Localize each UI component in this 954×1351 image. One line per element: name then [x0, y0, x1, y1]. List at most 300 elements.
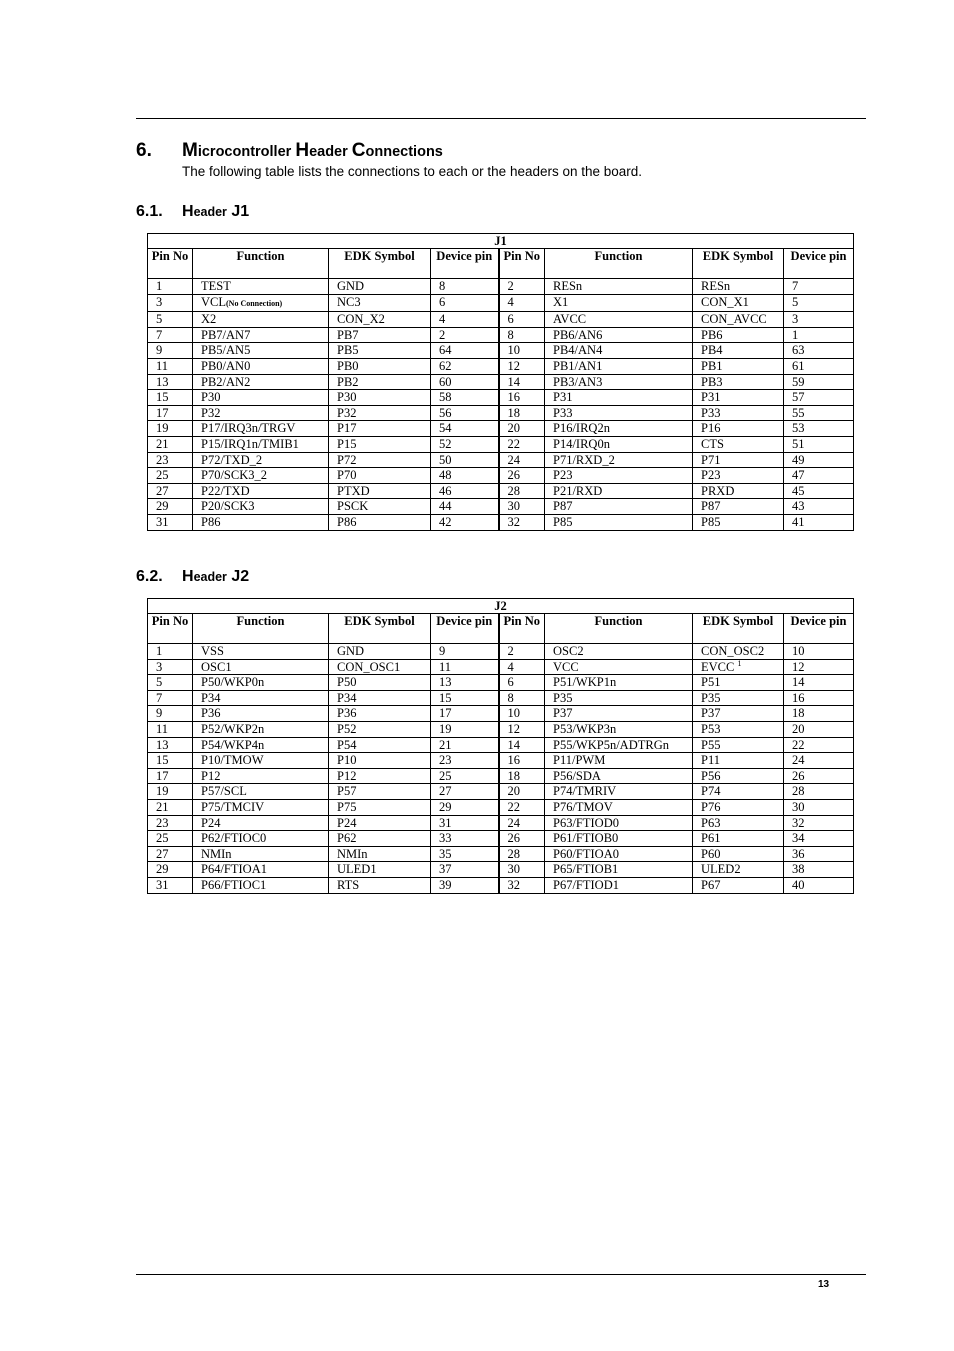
column-header: EDK Symbol [329, 614, 431, 644]
table-cell: 27 [148, 483, 193, 499]
table-row [148, 690, 854, 706]
table-cell: 26 [499, 468, 545, 484]
table-row [148, 358, 854, 374]
table-cell: 28 [784, 784, 854, 800]
table-cell: P67/FTIOD1 [545, 877, 693, 893]
table-cell: P62 [329, 831, 431, 847]
table-cell: P64/FTIOA1 [193, 862, 329, 878]
table-cell: 17 [148, 405, 193, 421]
table-cell: NMIn [329, 846, 431, 862]
table-cell: 51 [784, 436, 854, 452]
table-cell: P76/TMOV [545, 799, 693, 815]
table-cell: P75/TMCIV [193, 799, 329, 815]
table-cell: 10 [499, 343, 545, 359]
table-cell: 47 [784, 468, 854, 484]
table-cell: P10/TMOW [193, 753, 329, 769]
table-cell: 30 [784, 799, 854, 815]
table-cell: P85 [545, 514, 693, 530]
table-cell: P17/IRQ3n/TRGV [193, 421, 329, 437]
table-cell: 42 [431, 514, 499, 530]
table-cell: PB0 [329, 358, 431, 374]
table-cell: P52/WKP2n [193, 721, 329, 737]
table-cell: 6 [499, 312, 545, 328]
table-cell: 45 [784, 483, 854, 499]
table-cell: PB1/AN1 [545, 358, 693, 374]
table-cell: 9 [148, 343, 193, 359]
column-header: Device pin [431, 249, 499, 279]
table-cell: 15 [148, 753, 193, 769]
page-number: 13 [818, 1279, 830, 1290]
table-cell: 27 [148, 846, 193, 862]
table-cell: 32 [499, 514, 545, 530]
table-cell: 23 [148, 452, 193, 468]
table-cell: 21 [148, 799, 193, 815]
table-cell: 8 [431, 279, 499, 295]
table-cell: PSCK [329, 499, 431, 515]
table-cell: VCC [545, 659, 693, 675]
table-cell: P31 [545, 390, 693, 406]
table-cell: 7 [784, 279, 854, 295]
table-row [148, 327, 854, 343]
table-cell: P70/SCK3_2 [193, 468, 329, 484]
column-header: EDK Symbol [693, 249, 784, 279]
column-header: Function [193, 249, 329, 279]
table-cell: P21/RXD [545, 483, 693, 499]
table-cell: 1 [148, 279, 193, 295]
table-cell: 64 [431, 343, 499, 359]
table-cell: P50 [329, 675, 431, 691]
table-cell: 11 [148, 721, 193, 737]
table-cell: 12 [499, 721, 545, 737]
table-cell: P16 [693, 421, 784, 437]
table-cell: P54/WKP4n [193, 737, 329, 753]
table-row [148, 768, 854, 784]
table-cell: P63/FTIOD0 [545, 815, 693, 831]
table-cell: RESn [693, 279, 784, 295]
table-cell: CON_X2 [329, 312, 431, 328]
table-cell: P35 [545, 690, 693, 706]
table-cell: P56 [693, 768, 784, 784]
table-cell: P51/WKP1n [545, 675, 693, 691]
table-cell: 22 [499, 799, 545, 815]
table-cell: 24 [499, 815, 545, 831]
table-cell: 18 [784, 706, 854, 722]
section-number: 6. [136, 140, 152, 161]
table-cell: 62 [431, 358, 499, 374]
table-cell: 31 [148, 514, 193, 530]
table-cell: P36 [329, 706, 431, 722]
table-cell: 10 [784, 644, 854, 660]
table-cell: 14 [499, 374, 545, 390]
table-cell: P51 [693, 675, 784, 691]
table-cell: 40 [784, 877, 854, 893]
table-cell: P65/FTIOB1 [545, 862, 693, 878]
table-cell: P50/WKP0n [193, 675, 329, 691]
table-cell: P30 [329, 390, 431, 406]
table-cell: 54 [431, 421, 499, 437]
table-cell: 14 [499, 737, 545, 753]
table-cell: 6 [431, 294, 499, 312]
table-cell: CON_OSC1 [329, 659, 431, 675]
table-cell: PTXD [329, 483, 431, 499]
table-cell: 44 [431, 499, 499, 515]
table-row [148, 862, 854, 878]
table-cell: 16 [499, 753, 545, 769]
table-cell: 7 [148, 690, 193, 706]
table-cell: 4 [499, 294, 545, 312]
table-cell: 3 [148, 294, 193, 312]
table-cell: P54 [329, 737, 431, 753]
table-cell: P55 [693, 737, 784, 753]
table-cell: 34 [784, 831, 854, 847]
table-row [148, 737, 854, 753]
table-cell: 9 [148, 706, 193, 722]
table-row [148, 499, 854, 515]
table-cell: 28 [499, 483, 545, 499]
table-cell: 49 [784, 452, 854, 468]
table-cell: RESn [545, 279, 693, 295]
column-header: Device pin [431, 614, 499, 644]
column-header: Function [193, 614, 329, 644]
table-row [148, 343, 854, 359]
table-cell: 27 [431, 784, 499, 800]
table-cell: P74 [693, 784, 784, 800]
table-cell: P70 [329, 468, 431, 484]
table-cell: P86 [329, 514, 431, 530]
table-cell: NMIn [193, 846, 329, 862]
table-title: J1 [148, 234, 854, 249]
header-j1-table [147, 233, 854, 531]
column-header: EDK Symbol [693, 614, 784, 644]
footnote-marker: 1 [737, 659, 742, 668]
table-cell: 20 [784, 721, 854, 737]
table-cell: 37 [431, 862, 499, 878]
column-header: Function [545, 614, 693, 644]
table-cell: 18 [499, 405, 545, 421]
table-cell: P61/FTIOB0 [545, 831, 693, 847]
table-row [148, 294, 854, 312]
column-header: Pin No [499, 249, 545, 279]
table-row [148, 468, 854, 484]
table-cell: P16/IRQ2n [545, 421, 693, 437]
table-cell: 26 [784, 768, 854, 784]
table-cell: P74/TMRIV [545, 784, 693, 800]
table-cell: P32 [193, 405, 329, 421]
table-cell: P52 [329, 721, 431, 737]
table-cell: P72 [329, 452, 431, 468]
table-cell: 33 [431, 831, 499, 847]
table-cell: PB4 [693, 343, 784, 359]
table-cell: P37 [545, 706, 693, 722]
table-cell: P63 [693, 815, 784, 831]
table-cell: 4 [431, 312, 499, 328]
table-cell: 25 [148, 831, 193, 847]
table-cell: P12 [329, 768, 431, 784]
table-cell: P24 [193, 815, 329, 831]
table-cell: P31 [693, 390, 784, 406]
table-cell: 28 [499, 846, 545, 862]
table-cell: 13 [148, 374, 193, 390]
table-cell: 31 [431, 815, 499, 831]
table-cell: 21 [431, 737, 499, 753]
table-cell: 59 [784, 374, 854, 390]
table-cell: 38 [784, 862, 854, 878]
subsection-heading-j2: 6.2. Header J2 [136, 568, 250, 585]
table-cell: NC3 [329, 294, 431, 312]
table-row [148, 514, 854, 530]
table-cell: P87 [693, 499, 784, 515]
table-cell: OSC2 [545, 644, 693, 660]
table-cell: 24 [784, 753, 854, 769]
table-cell: P30 [193, 390, 329, 406]
table-cell: 11 [148, 358, 193, 374]
table-row [148, 753, 854, 769]
table-cell: CTS [693, 436, 784, 452]
table-cell: P14/IRQ0n [545, 436, 693, 452]
table-cell: GND [329, 279, 431, 295]
table-cell: PB2/AN2 [193, 374, 329, 390]
table-cell: VCL(No Connection) [193, 294, 329, 312]
table-row [148, 846, 854, 862]
table-cell: 57 [784, 390, 854, 406]
table-cell: 25 [431, 768, 499, 784]
table-cell: 12 [784, 659, 854, 675]
table-cell: 50 [431, 452, 499, 468]
table-cell: GND [329, 644, 431, 660]
table-cell: CON_OSC2 [693, 644, 784, 660]
table-cell: 22 [499, 436, 545, 452]
table-cell: 14 [784, 675, 854, 691]
table-row [148, 799, 854, 815]
table-row [148, 659, 854, 675]
table-cell: 29 [148, 862, 193, 878]
table-row [148, 877, 854, 893]
table-row [148, 721, 854, 737]
table-cell: 1 [148, 644, 193, 660]
table-cell: PB4/AN4 [545, 343, 693, 359]
table-cell: 24 [499, 452, 545, 468]
table-cell: 17 [148, 768, 193, 784]
section-heading [136, 140, 443, 162]
table-cell: P11 [693, 753, 784, 769]
table-cell: 21 [148, 436, 193, 452]
table-cell: P53/WKP3n [545, 721, 693, 737]
table-cell: 3 [148, 659, 193, 675]
table-cell: PB6/AN6 [545, 327, 693, 343]
table-row [148, 452, 854, 468]
table-cell: 20 [499, 421, 545, 437]
subsection-heading-j1: 6.1. Header J1 [136, 203, 250, 220]
table-cell: P87 [545, 499, 693, 515]
table-cell: PB3 [693, 374, 784, 390]
table-cell: 16 [784, 690, 854, 706]
table-cell: 2 [499, 644, 545, 660]
table-row [148, 421, 854, 437]
table-cell: AVCC [545, 312, 693, 328]
table-cell: 29 [431, 799, 499, 815]
table-cell: 5 [784, 294, 854, 312]
bottom-rule [136, 1274, 866, 1275]
top-rule [136, 118, 866, 119]
table-cell: 8 [499, 327, 545, 343]
table-cell: 12 [499, 358, 545, 374]
table-cell: P85 [693, 514, 784, 530]
table-cell: P33 [693, 405, 784, 421]
no-connection-note: (No Connection) [226, 298, 283, 308]
table-cell: P34 [329, 690, 431, 706]
table-cell: 32 [499, 877, 545, 893]
table-cell: P22/TXD [193, 483, 329, 499]
table-cell: PB0/AN0 [193, 358, 329, 374]
table-row [148, 815, 854, 831]
table-cell: P57 [329, 784, 431, 800]
table-cell: 30 [499, 499, 545, 515]
table-cell: 7 [148, 327, 193, 343]
table-cell: 53 [784, 421, 854, 437]
table-cell: 46 [431, 483, 499, 499]
table-cell: P11/PWM [545, 753, 693, 769]
table-cell: P71/RXD_2 [545, 452, 693, 468]
table-cell: 30 [499, 862, 545, 878]
table-row [148, 312, 854, 328]
table-cell: 10 [499, 706, 545, 722]
table-cell: P55/WKP5n/ADTRGn [545, 737, 693, 753]
table-cell: P53 [693, 721, 784, 737]
table-cell: P71 [693, 452, 784, 468]
section-intro: The following table lists the connections to each or the headers on the board. [182, 164, 643, 179]
table-cell: P15 [329, 436, 431, 452]
table-cell: 6 [499, 675, 545, 691]
table-cell: 23 [148, 815, 193, 831]
table-row [148, 279, 854, 295]
table-cell: 36 [784, 846, 854, 862]
table-cell: P76 [693, 799, 784, 815]
table-cell: 56 [431, 405, 499, 421]
table-row [148, 784, 854, 800]
table-cell: 58 [431, 390, 499, 406]
table-cell: 52 [431, 436, 499, 452]
table-cell: PB7/AN7 [193, 327, 329, 343]
table-cell: P23 [545, 468, 693, 484]
table-cell: 23 [431, 753, 499, 769]
table-cell: PB1 [693, 358, 784, 374]
table-cell: PB5/AN5 [193, 343, 329, 359]
table-row [148, 675, 854, 691]
table-cell: 5 [148, 312, 193, 328]
table-cell: OSC1 [193, 659, 329, 675]
table-cell: 3 [784, 312, 854, 328]
table-cell: P23 [693, 468, 784, 484]
table-cell: P33 [545, 405, 693, 421]
table-cell: 8 [499, 690, 545, 706]
column-header: Pin No [148, 614, 193, 644]
table-cell: 11 [431, 659, 499, 675]
table-cell: 60 [431, 374, 499, 390]
column-header: Function [545, 249, 693, 279]
column-header: EDK Symbol [329, 249, 431, 279]
table-cell: P86 [193, 514, 329, 530]
header-j2-table [147, 598, 854, 894]
table-cell: 41 [784, 514, 854, 530]
table-row [148, 390, 854, 406]
table-cell: 2 [499, 279, 545, 295]
table-cell: 43 [784, 499, 854, 515]
table-cell: PB5 [329, 343, 431, 359]
table-cell: 22 [784, 737, 854, 753]
table-cell: PB7 [329, 327, 431, 343]
table-cell: 55 [784, 405, 854, 421]
table-cell: CON_X1 [693, 294, 784, 312]
table-cell: 17 [431, 706, 499, 722]
table-cell: P62/FTIOC0 [193, 831, 329, 847]
column-header: Pin No [148, 249, 193, 279]
table-cell: 1 [784, 327, 854, 343]
table-cell: P10 [329, 753, 431, 769]
table-cell: EVCC $^1$ [693, 659, 784, 675]
table-cell: 39 [431, 877, 499, 893]
table-cell: 18 [499, 768, 545, 784]
table-cell: P66/FTIOC1 [193, 877, 329, 893]
table-cell: PRXD [693, 483, 784, 499]
table-row [148, 374, 854, 390]
table-cell: 25 [148, 468, 193, 484]
table-cell: P17 [329, 421, 431, 437]
table-cell: P67 [693, 877, 784, 893]
table-cell: PB6 [693, 327, 784, 343]
table-cell: P75 [329, 799, 431, 815]
table-row [148, 831, 854, 847]
table-cell: P35 [693, 690, 784, 706]
table-cell: RTS [329, 877, 431, 893]
table-cell: P57/SCL [193, 784, 329, 800]
table-cell: P24 [329, 815, 431, 831]
table-row [148, 483, 854, 499]
table-cell: 19 [148, 421, 193, 437]
table-row [148, 706, 854, 722]
table-cell: P56/SDA [545, 768, 693, 784]
table-cell: 13 [431, 675, 499, 691]
table-row [148, 405, 854, 421]
table-cell: X2 [193, 312, 329, 328]
table-cell: P37 [693, 706, 784, 722]
table-title: J2 [148, 599, 854, 614]
table-cell: 4 [499, 659, 545, 675]
table-cell: X1 [545, 294, 693, 312]
table-cell: PB3/AN3 [545, 374, 693, 390]
table-cell: 32 [784, 815, 854, 831]
table-cell: PB2 [329, 374, 431, 390]
table-cell: P20/SCK3 [193, 499, 329, 515]
table-cell: P60/FTIOA0 [545, 846, 693, 862]
table-cell: ULED1 [329, 862, 431, 878]
table-cell: P15/IRQ1n/TMIB1 [193, 436, 329, 452]
column-header: Device pin [784, 249, 854, 279]
table-cell: 29 [148, 499, 193, 515]
table-cell: P36 [193, 706, 329, 722]
table-cell: 5 [148, 675, 193, 691]
table-cell: 61 [784, 358, 854, 374]
table-cell: 16 [499, 390, 545, 406]
table-cell: 15 [148, 390, 193, 406]
table-cell: P72/TXD_2 [193, 452, 329, 468]
table-cell: P34 [193, 690, 329, 706]
table-row [148, 436, 854, 452]
table-cell: TEST [193, 279, 329, 295]
table-cell: 63 [784, 343, 854, 359]
table-cell: 9 [431, 644, 499, 660]
table-cell: 13 [148, 737, 193, 753]
table-cell: P61 [693, 831, 784, 847]
